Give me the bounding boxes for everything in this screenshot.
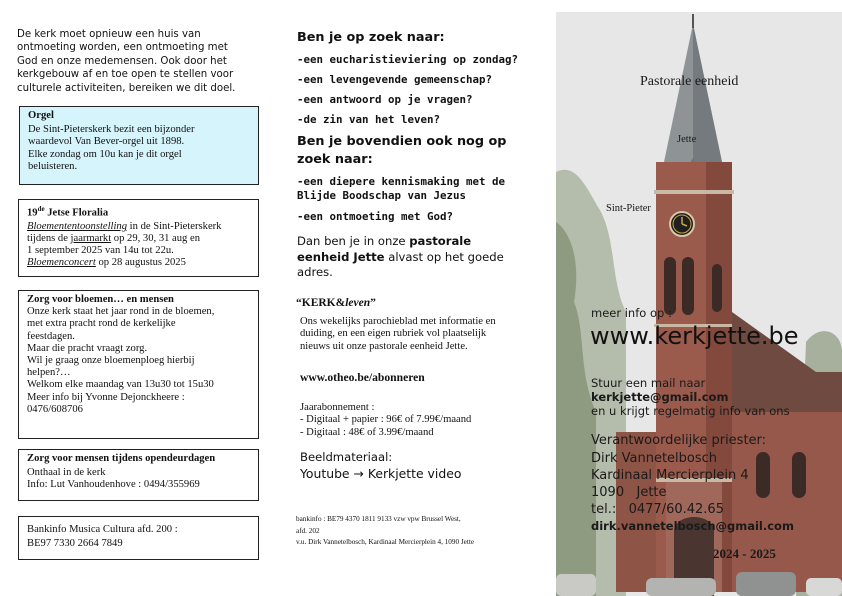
- orgel-line: beluisteren.: [28, 160, 78, 172]
- priest-title: Verantwoordelijke priester:: [591, 433, 767, 448]
- orgel-line: waardevol Van Bever-orgel uit 1898.: [28, 136, 185, 148]
- beeldmateriaal: [300, 450, 540, 481]
- intro-line: ontmoeting worden, een ontmoeting met: [17, 42, 228, 54]
- website-link[interactable]: www.kerkjette.be: [590, 322, 799, 350]
- zorg-bloemen-title: Zorg voor bloemen… en mensen: [27, 294, 174, 305]
- question-item: -de zin van het leven?: [297, 113, 441, 126]
- footer-bankinfo: bankinfo : BE79 4370 1811 9133 vzw vpw Brussel West,: [296, 515, 461, 523]
- priest-name: Dirk Vannetelbosch: [591, 451, 718, 466]
- floralia-dates: 1 september 2025 van 14u tot 22u.: [27, 245, 174, 257]
- zorg-mensen-line: Info: Lut Vanhoudenhove : 0494/355969: [27, 479, 200, 491]
- footer-vu: v.u. Dirk Vannetelbosch, Kardinaal Mercierplein 4, 1090 Jette: [296, 538, 475, 546]
- kerk-leven-description: Ons wekelijks parochieblad met informatie en duiding, en een eigen rubriek vol plaatselijk nieuws uit onze pastorale eenheid Jette.: [300, 316, 496, 352]
- zorg-bloemen-line: helpen?…: [27, 367, 71, 379]
- jaarmarkt-link[interactable]: jaarmarkt: [70, 232, 112, 244]
- jaarabonnement: Jaarabonnement : - Digitaal + papier : 96€ of 7.99€/maand - Digitaal : 48€ of 3.99€/maand: [300, 402, 472, 438]
- question-item-cont: Blijde Boodschap van Jezus: [297, 189, 467, 202]
- bloemenconcert-link[interactable]: Bloemenconcert: [27, 257, 96, 269]
- priest-email-link[interactable]: dirk.vannetelbosch@gmail.com: [591, 519, 794, 533]
- heading-op-zoek: Ben je op zoek naar:: [297, 30, 445, 45]
- floralia-box: 19de Jetse Floralia Bloemententoonstelling in de Sint-Pieterskerk tijdens de jaarmarkt op 29, 30, 31 aug en 1 september 2025 van 14u tot 22u. Bloemenconcert op 28 augustus 2025: [18, 199, 259, 277]
- intro-line: De kerk moet opnieuw een huis van: [17, 29, 201, 40]
- bankinfo-box: [18, 516, 259, 560]
- kerkjette-email-link[interactable]: kerkjette@gmail.com: [591, 390, 729, 404]
- heading-bovendien: Ben je bovendien ook nog op: [297, 134, 507, 149]
- zorg-bloemen-box: [18, 290, 259, 439]
- sint-pieter-label: Sint-Pieter: [606, 203, 651, 214]
- orgel-box: [19, 106, 259, 185]
- zorg-bloemen-line: Wil je graag onze bloemenploeg hierbij: [27, 355, 195, 367]
- intro-line: culturele activiteiten, bereiken we dit doel.: [17, 82, 236, 94]
- zorg-bloemen-line: Onze kerk staat het jaar rond in de bloemen,: [27, 306, 215, 318]
- abonneren-link[interactable]: www.otheo.be/abonneren: [300, 371, 425, 384]
- orgel-line: De Sint-Pieterskerk bezit een bijzonder: [28, 124, 195, 136]
- intro-line: God en onze medemensen. Ook door het: [17, 55, 227, 67]
- zorg-bloemen-line: Welkom elke maandag van 13u30 tot 15u30: [27, 379, 214, 391]
- zorg-bloemen-line: Meer info bij Yvonne Dejonckheere :: [27, 391, 185, 403]
- zorg-bloemen-line: Maar die pracht vraagt zorg.: [27, 342, 148, 354]
- bankinfo-iban: BE97 7330 2664 7849: [27, 538, 123, 550]
- floralia-title: 19de Jetse Floralia: [27, 205, 109, 219]
- priest-phone: tel.: 0477/60.42.65: [591, 502, 724, 517]
- intro-line: kerkgebouw af en toe open te stellen voor: [17, 69, 234, 81]
- heading-bovendien-2: zoek naar:: [297, 152, 373, 167]
- mail-after: en u krijgt regelmatig info van ons: [591, 404, 790, 418]
- youtube-link[interactable]: Youtube → Kerkjette video: [300, 465, 462, 481]
- question-item: -een diepere kennismaking met de: [297, 175, 506, 188]
- zorg-bloemen-line: met extra pracht rond de kerkelijke: [27, 318, 176, 330]
- intro-paragraph: [17, 28, 262, 95]
- footer-afd: afd. 202: [296, 527, 320, 535]
- question-item: -een antwoord op je vragen?: [297, 93, 473, 106]
- zorg-bloemen-phone: 0476/608706: [27, 403, 83, 415]
- address-street: Kardinaal Mercierplein 4: [591, 468, 749, 483]
- orgel-title: Orgel: [28, 110, 54, 121]
- zorg-mensen-box: [18, 449, 259, 501]
- meer-info-label: meer info op :: [591, 306, 672, 320]
- bankinfo-line: Bankinfo Musica Cultura afd. 200 :: [27, 524, 178, 535]
- beeldmateriaal-title: Beeldmateriaal:: [300, 450, 393, 464]
- question-item: -een eucharistieviering op zondag?: [297, 53, 519, 66]
- orgel-line: Elke zondag om 10u kan je dit orgel: [28, 148, 182, 160]
- zorg-mensen-line: Onthaal in de kerk: [27, 467, 106, 479]
- kerk-leven-title: “KERK&leven”: [296, 297, 376, 309]
- jette-label: Jette: [677, 134, 697, 145]
- mail-intro: Stuur een mail naar: [591, 376, 706, 390]
- zorg-mensen-title: Zorg voor mensen tijdens opendeurdagen: [27, 453, 216, 464]
- zorg-bloemen-line: feestdagen.: [27, 330, 75, 342]
- question-item: -een ontmoeting met God?: [297, 210, 454, 223]
- years-label: 2024 - 2025: [713, 546, 776, 561]
- closing-paragraph: Dan ben je in onze pastorale eenheid Jette alvast op het goede adres.: [297, 234, 504, 279]
- question-item: -een levengevende gemeenschap?: [297, 73, 493, 86]
- address-city: 1090 Jette: [591, 485, 667, 500]
- pastorale-eenheid-title: Pastorale eenheid: [640, 74, 739, 89]
- bloemententoonstelling-link[interactable]: Bloemententoonstelling: [27, 220, 128, 232]
